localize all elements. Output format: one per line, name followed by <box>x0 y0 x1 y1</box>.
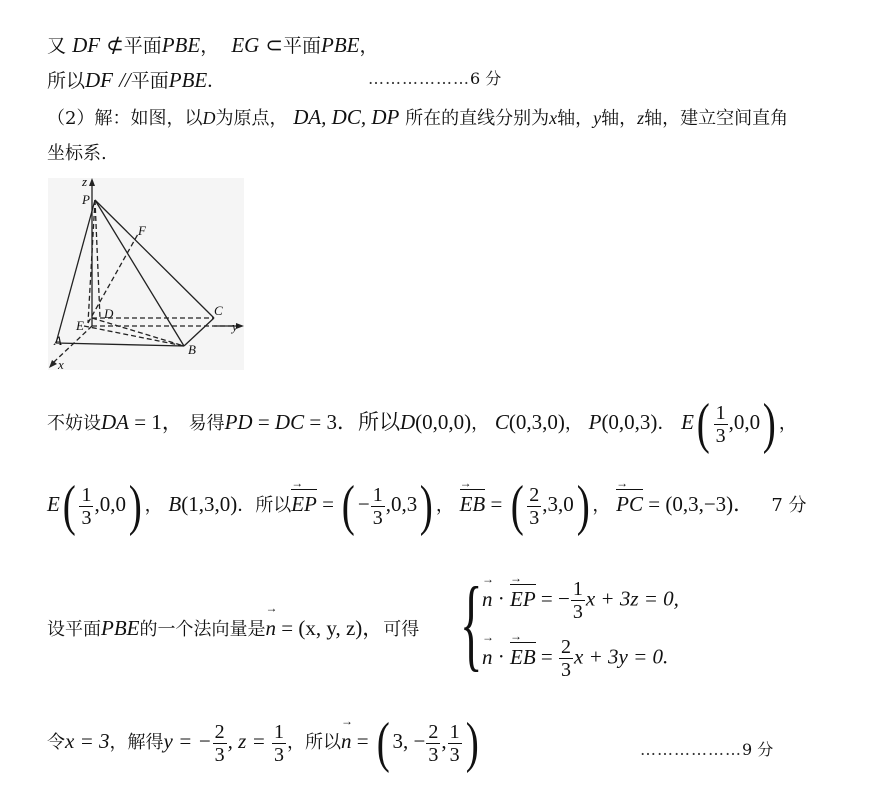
line-4: 坐标系. <box>47 143 107 164</box>
line-8: 令x = 3，解得y = − $\frac{2}{3}$ , z = $\frac{1}{3}$ ，所以→ n = ( 3, − $\frac{2}{3}$ , $\frac{1}{3}$ ) <box>47 715 481 771</box>
fraction: $\frac{1}{3}$ <box>449 720 460 766</box>
label-D: D <box>104 306 114 321</box>
z-arrow <box>89 178 95 186</box>
fraction: $\frac{2}{3}$ <box>214 720 225 766</box>
fraction: $\frac{1}{3}$ <box>81 483 92 529</box>
fraction: $\frac{1}{3}$ <box>572 578 583 623</box>
label-C: C <box>214 303 223 318</box>
label-A: A <box>54 333 62 348</box>
line-2: 所以DF //平面PBE. <box>47 68 213 92</box>
equation-row-2: → n · → EB = $\frac{2}{3}$ x + 3y = 0. <box>482 636 668 681</box>
score-6: ………………6 分 <box>368 69 502 88</box>
fraction: $\frac{2}{3}$ <box>529 483 540 529</box>
label-x: x <box>58 357 64 370</box>
fraction: $\frac{1}{3}$ <box>372 483 383 529</box>
line-7: 设平面PBE的一个法向量是→ n = (x, y, z)，可得 <box>47 615 419 642</box>
fraction: $\frac{1}{3}$ <box>274 720 285 766</box>
edge-PC <box>95 200 214 318</box>
score-9: ………………9 分 <box>640 740 774 759</box>
line-5: 不妨设DA = 1， 易得PD = DC = 3．所以D(0,0,0)， C(0,3,0)， P(0,0,3)． E( $\frac{1}{3}$ ,0,0) ， <box>47 393 797 455</box>
x-arrow <box>49 360 57 368</box>
edge-AB <box>56 343 184 346</box>
equation-row-1: → n · → EP = − $\frac{1}{3}$ x + 3z = 0, <box>482 578 679 623</box>
line-1: 又 DF ⊄平面PBE， EG ⊂平面PBE， <box>47 33 379 57</box>
coordinate-figure <box>48 178 244 370</box>
edge-EB <box>84 326 184 346</box>
fraction: $\frac{1}{3}$ <box>715 401 726 447</box>
label-z: z <box>82 178 88 189</box>
fraction: $\frac{2}{3}$ <box>428 720 439 766</box>
line-6: E( $\frac{1}{3}$ ,0,0) ， B(1,3,0)．所以→ EP = ( − $\frac{1}{3}$ ,0,3) ， → EB = ( $\frac{2}{3}$ ,3,0) ， → PC = (0,3,−3)． 7 分 <box>47 478 807 534</box>
edge-PD <box>95 200 100 318</box>
fraction: $\frac{2}{3}$ <box>561 636 571 681</box>
label-y: y <box>232 319 238 334</box>
edge-PB <box>95 200 184 346</box>
label-E: E <box>76 318 84 333</box>
line-3: （2）解：如图，以D为原点， DA, DC, DP 所在的直线分别为x轴，y轴，z轴，建立空间直角 <box>47 105 789 129</box>
label-P: P <box>82 192 90 207</box>
figure-svg <box>48 178 244 370</box>
label-B: B <box>188 342 196 357</box>
label-F: F <box>138 223 146 238</box>
system-brace: { <box>460 566 483 681</box>
